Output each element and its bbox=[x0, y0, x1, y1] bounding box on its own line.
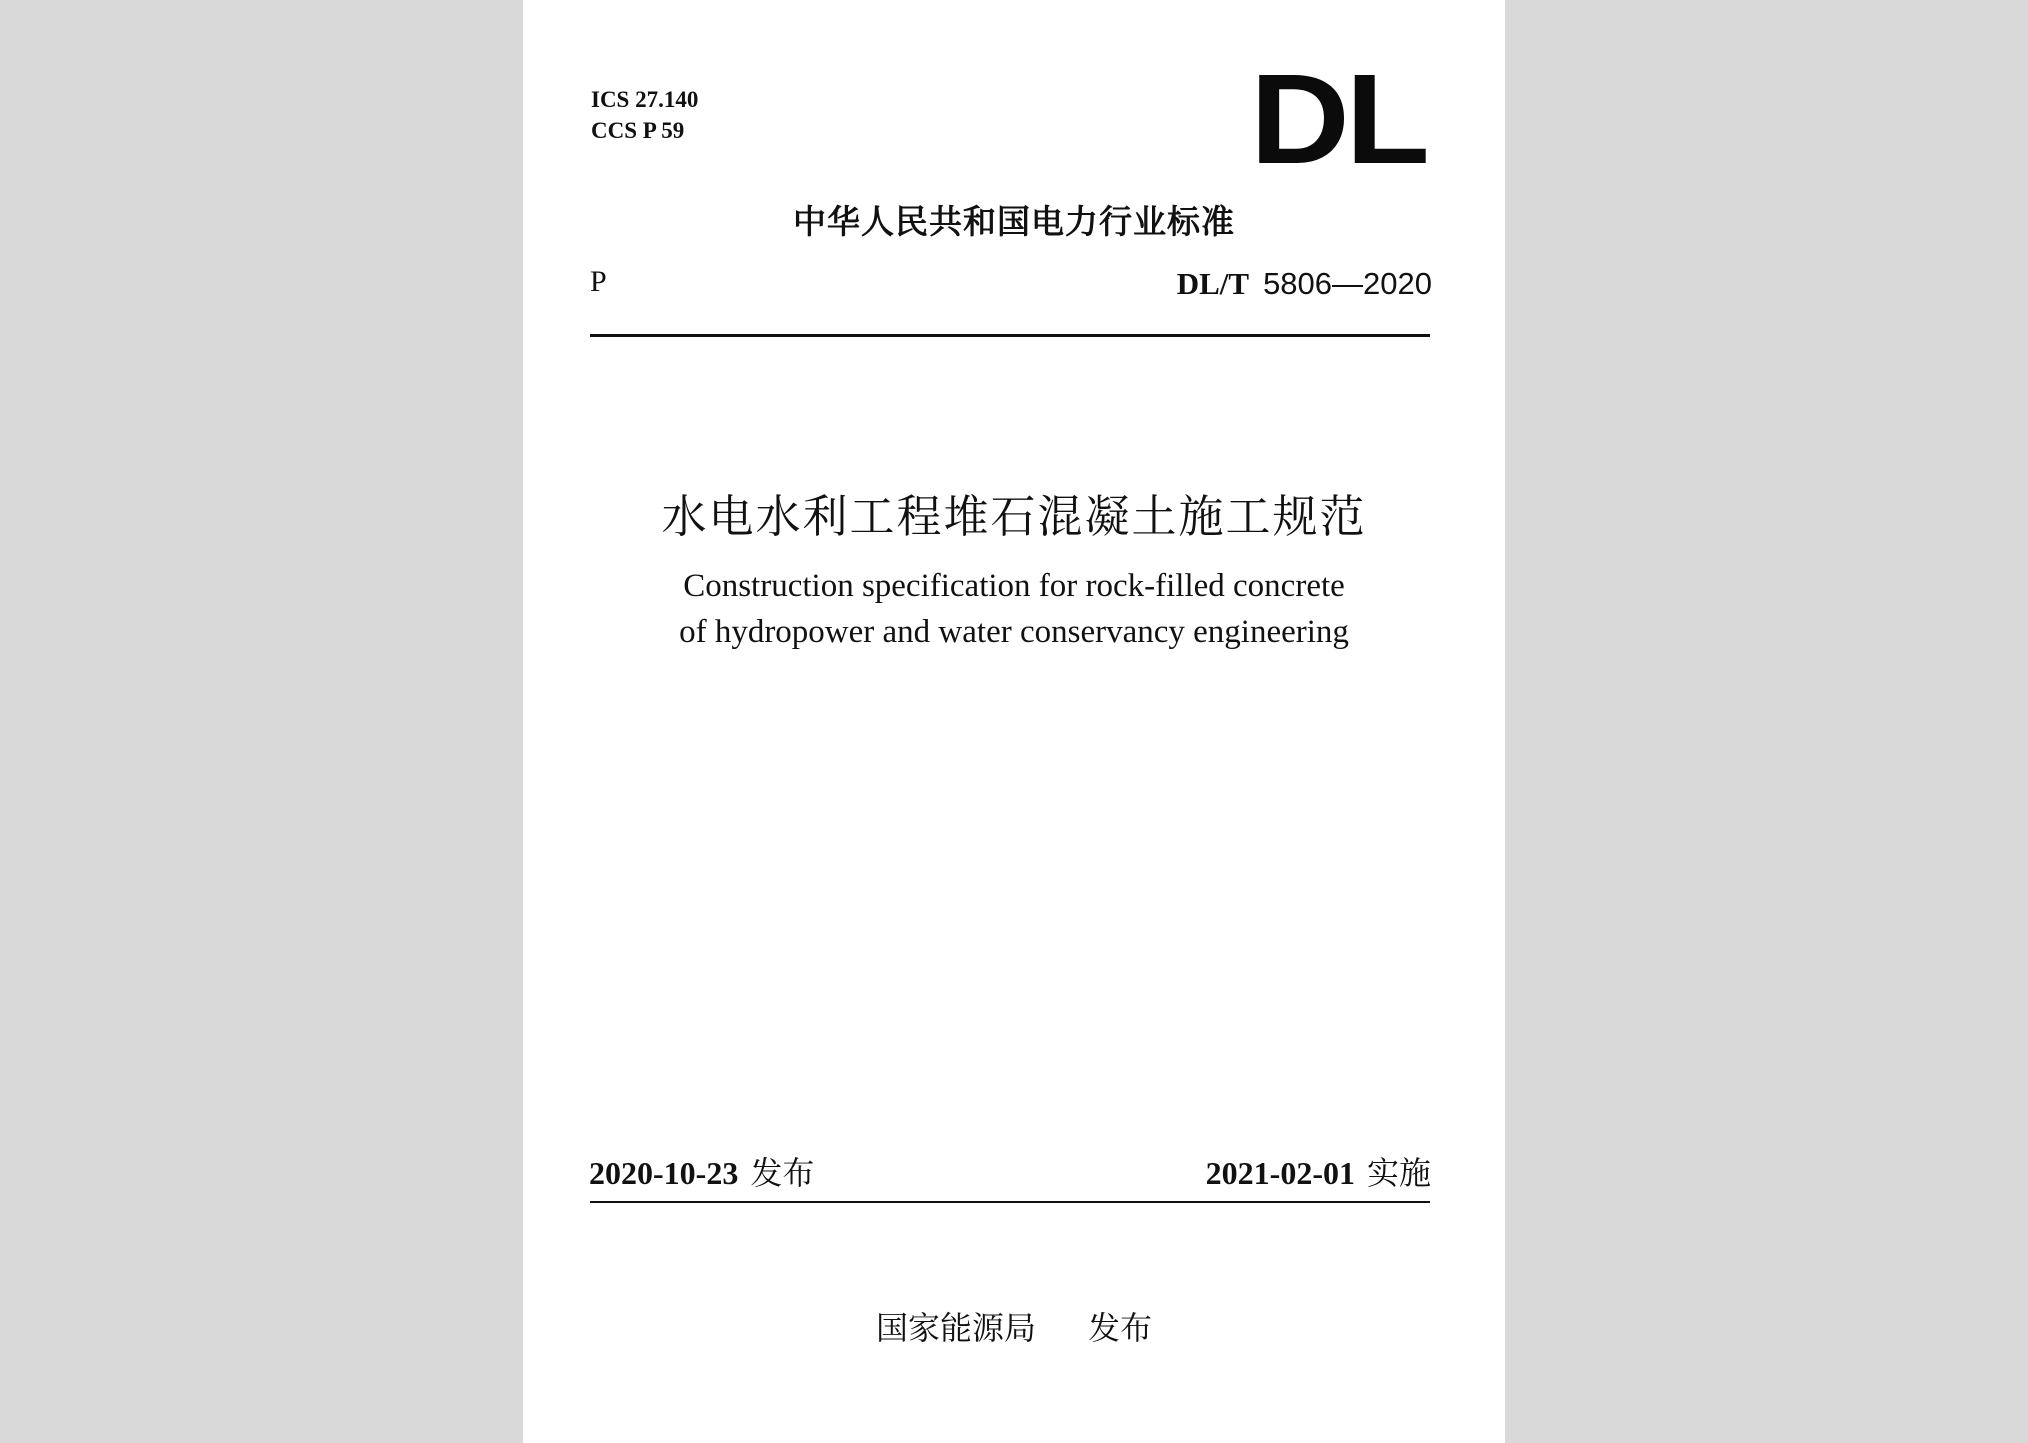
issue-date: 2020-10-23 bbox=[589, 1155, 739, 1191]
footer-divider bbox=[590, 1201, 1430, 1203]
industry-standard-heading: 中华人民共和国电力行业标准 bbox=[793, 202, 1235, 241]
effective-date-block bbox=[1206, 1148, 1431, 1194]
chinese-title: 水电水利工程堆石混凝土施工规范 bbox=[661, 490, 1367, 543]
standard-code: 5806—2020 bbox=[1263, 266, 1432, 301]
standard-cover-page bbox=[523, 0, 1505, 1443]
english-title-line-2: of hydropower and water conservancy engineering bbox=[679, 614, 1349, 650]
standard-number bbox=[1177, 266, 1432, 302]
dl-logo: DL bbox=[1250, 48, 1426, 191]
category-code: P bbox=[590, 265, 607, 298]
english-title bbox=[523, 563, 1505, 655]
classification-codes bbox=[591, 84, 698, 146]
header-divider bbox=[590, 334, 1430, 337]
english-title-line-1: Construction specification for rock-filled concrete bbox=[683, 568, 1345, 604]
effective-label: 实施 bbox=[1366, 1154, 1431, 1192]
effective-date: 2021-02-01 bbox=[1205, 1155, 1355, 1191]
issuer-name: 国家能源局 bbox=[875, 1309, 1036, 1347]
ccs-code: CCS P 59 bbox=[591, 118, 685, 143]
standard-prefix: DL/T bbox=[1176, 266, 1250, 301]
issue-label: 发布 bbox=[750, 1154, 815, 1192]
issuer-line bbox=[523, 1303, 1505, 1349]
ics-code: ICS 27.140 bbox=[591, 87, 699, 112]
issuer-action: 发布 bbox=[1088, 1309, 1153, 1347]
issue-date-block bbox=[589, 1148, 814, 1194]
